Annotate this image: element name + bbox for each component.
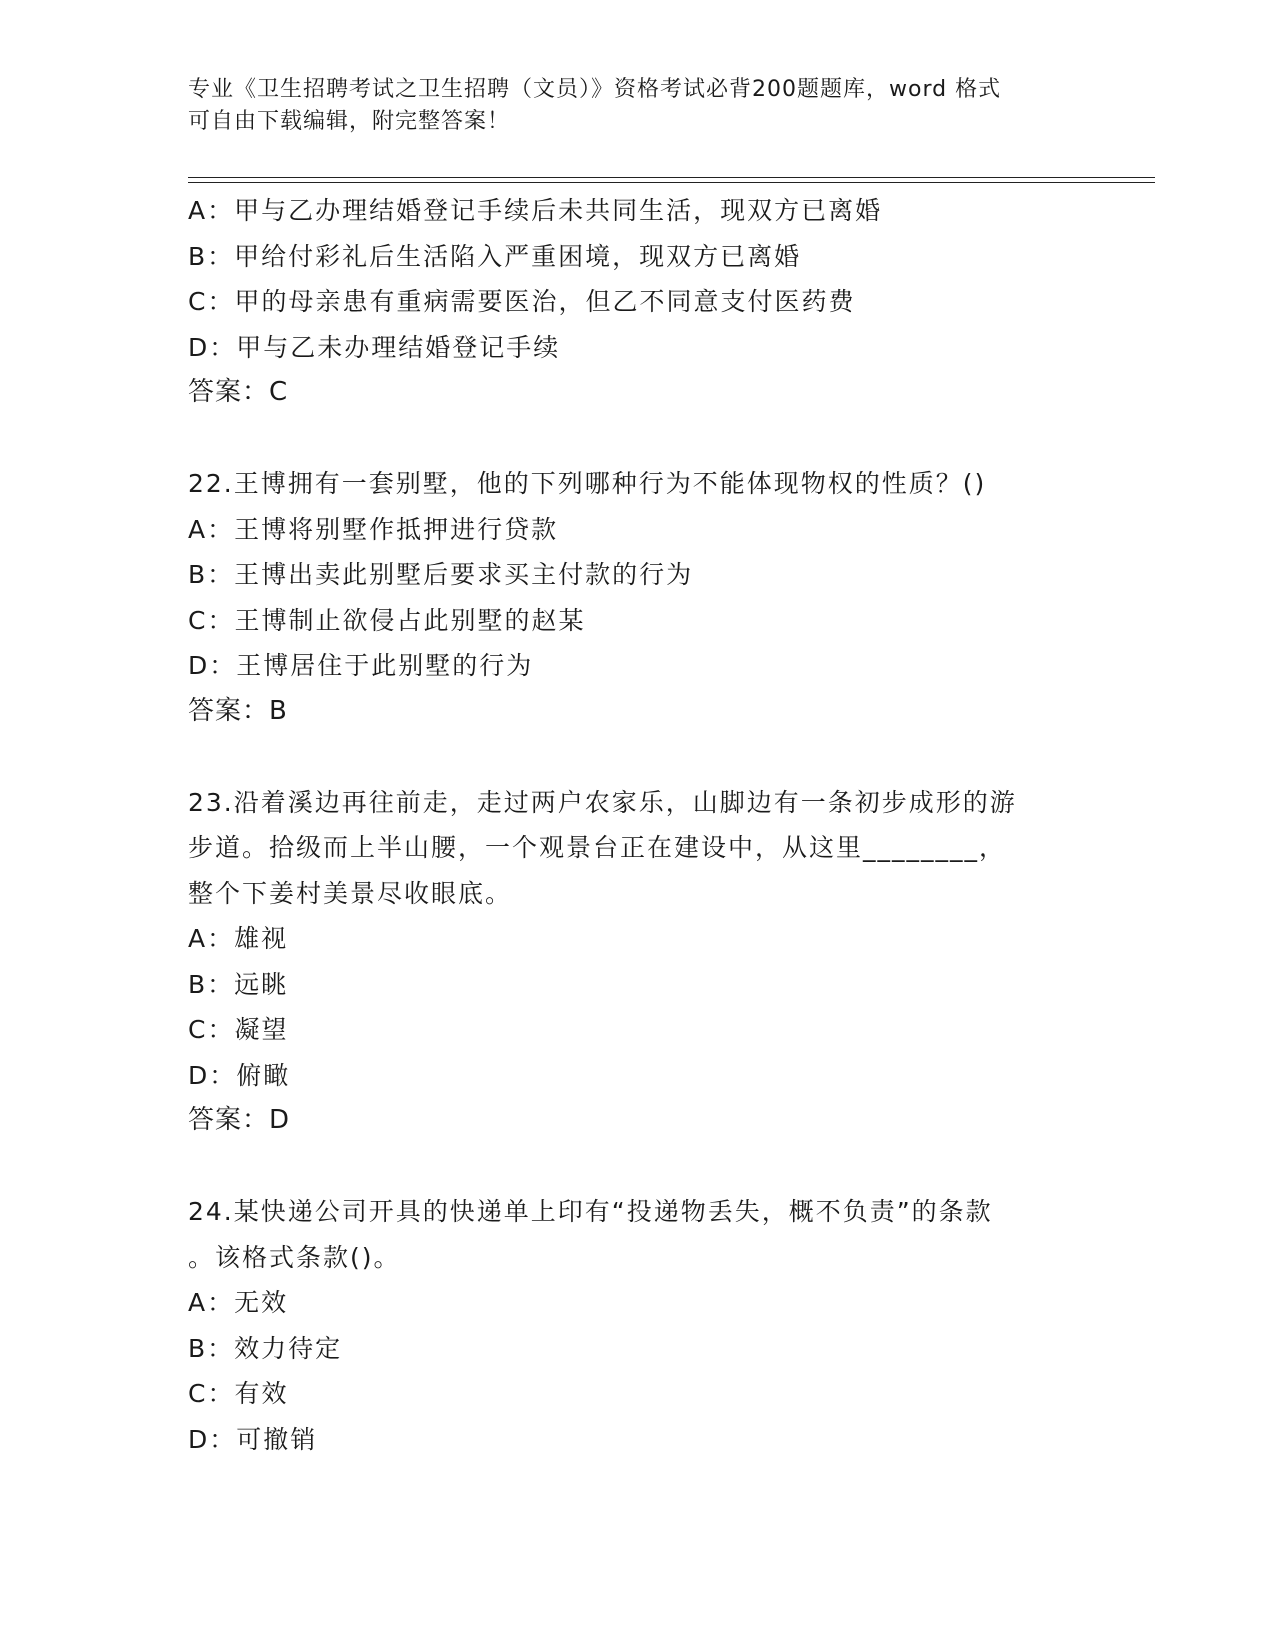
q24-question-line-2: 。该格式条款()。 <box>188 1242 401 1272</box>
q21-option-c: C：甲的母亲患有重病需要医治，但乙不同意支付医药费 <box>188 287 856 316</box>
q22-option-a: A：王博将别墅作抵押进行贷款 <box>188 514 559 544</box>
q23-option-b: B：远眺 <box>188 969 289 999</box>
question-21-block <box>188 188 1088 416</box>
header-title-line-2: 可自由下载编辑，附完整答案！ <box>188 109 511 134</box>
q24-question-line-1: 24.某快递公司开具的快递单上印有“投递物丢失，概不负责”的条款 <box>188 1197 993 1226</box>
q23-option-a: A：雄视 <box>188 924 289 953</box>
spacer <box>188 1144 1088 1190</box>
q21-option-b: B：甲给付彩礼后生活陷入严重困境，现双方已离婚 <box>188 241 802 271</box>
q21-option-a: A：甲与乙办理结婚登记手续后未共同生活，现双方已离婚 <box>188 196 883 225</box>
question-23-block <box>188 780 1088 1144</box>
q22-question: 22.王博拥有一套别墅，他的下列哪种行为不能体现物权的性质？() <box>188 469 987 498</box>
question-24-block <box>188 1189 1088 1462</box>
header-divider-top <box>188 177 1155 178</box>
q23-question-line-1: 23.沿着溪边再往前走，走过两户农家乐，山脚边有一条初步成形的游 <box>188 787 1017 817</box>
q23-question-line-2: 步道。拾级而上半山腰，一个观景台正在建设中，从这里________， <box>188 833 1007 862</box>
spacer <box>188 734 1088 780</box>
q24-option-b: B：效力待定 <box>188 1333 343 1363</box>
q22-answer: 答案：B <box>188 695 288 726</box>
q21-option-d: D：甲与乙未办理结婚登记手续 <box>188 332 561 362</box>
q24-option-c: C：有效 <box>188 1379 289 1408</box>
document-header <box>188 74 1088 138</box>
q24-option-d: D：可撤销 <box>188 1424 318 1454</box>
q22-option-c: C：王博制止欲侵占此别墅的赵某 <box>188 605 586 635</box>
spacer <box>188 416 1088 462</box>
q23-question-line-3: 整个下姜村美景尽收眼底。 <box>188 878 513 908</box>
q23-option-c: C：凝望 <box>188 1015 289 1044</box>
question-list <box>188 188 1088 1462</box>
question-22-block <box>188 461 1088 734</box>
header-divider-bottom <box>188 182 1155 183</box>
header-title-line-1: 专业《卫生招聘考试之卫生招聘（文员）》资格考试必背200题题库，word 格式 <box>188 77 1002 102</box>
q22-option-b: B：王博出卖此别墅后要求买主付款的行为 <box>188 560 694 589</box>
q23-answer: 答案：D <box>188 1105 291 1135</box>
q22-option-d: D：王博居住于此别墅的行为 <box>188 651 534 680</box>
q24-option-a: A：无效 <box>188 1288 289 1317</box>
q23-option-d: D：俯瞰 <box>188 1060 291 1090</box>
q21-answer: 答案：C <box>188 377 289 407</box>
